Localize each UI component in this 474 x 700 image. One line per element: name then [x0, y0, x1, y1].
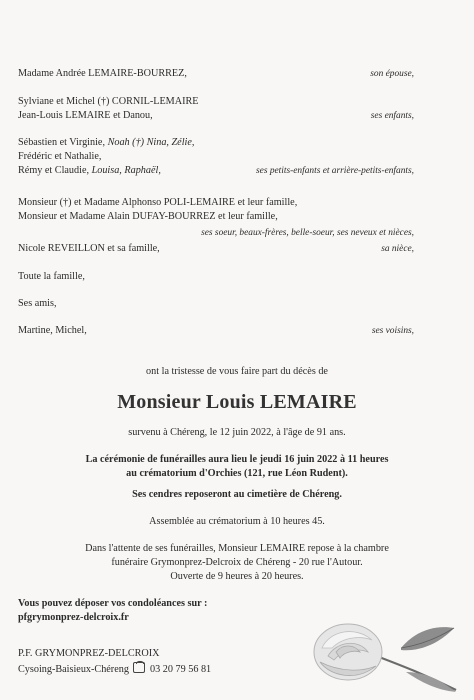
relation-neighbours: ses voisins,	[371, 326, 414, 336]
family-line-grandchild-2: Frédéric et Nathalie,	[18, 151, 102, 162]
relation-spouse: son épouse,	[370, 69, 414, 79]
funeral-home-city: Cysoing-Baisieux-Chéreng	[18, 664, 129, 675]
family-line-grandchild-1	[18, 137, 194, 149]
assembly-time: Assemblée au crématorium à 10 heures 45.	[149, 516, 325, 527]
rest-line-1: Dans l'attente de ses funérailles, Monsieur LEMAIRE repose à la chambre	[85, 543, 389, 554]
ceremony-line-1: La cérémonie de funérailles aura lieu le jeudi 16 juin 2022 à 11 heures	[85, 454, 389, 465]
condolences-text: Vous pouvez déposer vos condoléances sur :	[18, 598, 208, 609]
white-rose-image	[306, 590, 466, 700]
grandchild-parents-1: Sébastien et Virginie,	[18, 137, 108, 148]
funeral-home-contact	[18, 662, 211, 675]
family-line-friends: Ses amis,	[18, 298, 57, 309]
ceremony-line-3: Ses cendres reposeront au cimetière de Chéreng.	[132, 489, 342, 500]
family-line-daughter: Sylviane et Michel (†) CORNIL-LEMAIRE	[18, 96, 199, 107]
family-line-niece: Nicole REVEILLON et sa famille,	[18, 243, 160, 254]
ceremony-line-2: au crématorium d'Orchies (121, rue Léon Rudent).	[126, 468, 348, 479]
family-line-brother-in-law: Monsieur et Madame Alain DUFAY-BOURREZ et leur famille,	[18, 211, 278, 222]
rest-line-3: Ouverte de 9 heures à 20 heures.	[170, 571, 304, 582]
relation-children: ses enfants,	[370, 111, 414, 121]
relation-siblings: ses soeur, beaux-frères, belle-soeur, ses neveux et nièces,	[201, 228, 414, 238]
deceased-name: Monsieur Louis LEMAIRE	[117, 391, 357, 413]
family-line-sister: Monsieur (†) et Madame Alphonso POLI-LEMAIRE et leur famille,	[18, 197, 298, 208]
announcement-intro: ont la tristesse de vous faire part du décès de	[146, 366, 328, 377]
grandchild-parents-3: Rémy et Claudie,	[18, 165, 92, 176]
rest-line-2: funéraire Grymonprez-Delcroix de Chéreng - 20 rue l'Autour.	[111, 557, 363, 568]
family-line-son: Jean-Louis LEMAIRE et Danou,	[18, 110, 153, 121]
family-line-all: Toute la famille,	[18, 271, 85, 282]
telephone-icon	[133, 662, 145, 673]
funeral-home-phone: 03 20 79 56 81	[150, 664, 212, 675]
great-grandchildren-1: Noah (†) Nina, Zélie,	[107, 137, 195, 148]
family-line-grandchild-3	[18, 165, 161, 177]
family-line-neighbours: Martine, Michel,	[18, 325, 87, 336]
relation-grandchildren: ses petits-enfants et arrière-petits-enfants,	[256, 166, 414, 176]
great-grandchildren-3: Louisa, Raphaël,	[91, 165, 161, 176]
funeral-home-name: P.F. GRYMONPREZ-DELCROIX	[18, 648, 160, 659]
family-line-spouse: Madame Andrée LEMAIRE-BOURREZ,	[18, 68, 187, 79]
death-details: survenu à Chéreng, le 12 juin 2022, à l'âge de 91 ans.	[128, 427, 346, 438]
relation-niece: sa nièce,	[381, 244, 414, 254]
condolences-website[interactable]: pfgrymonprez-delcroix.fr	[18, 612, 129, 623]
